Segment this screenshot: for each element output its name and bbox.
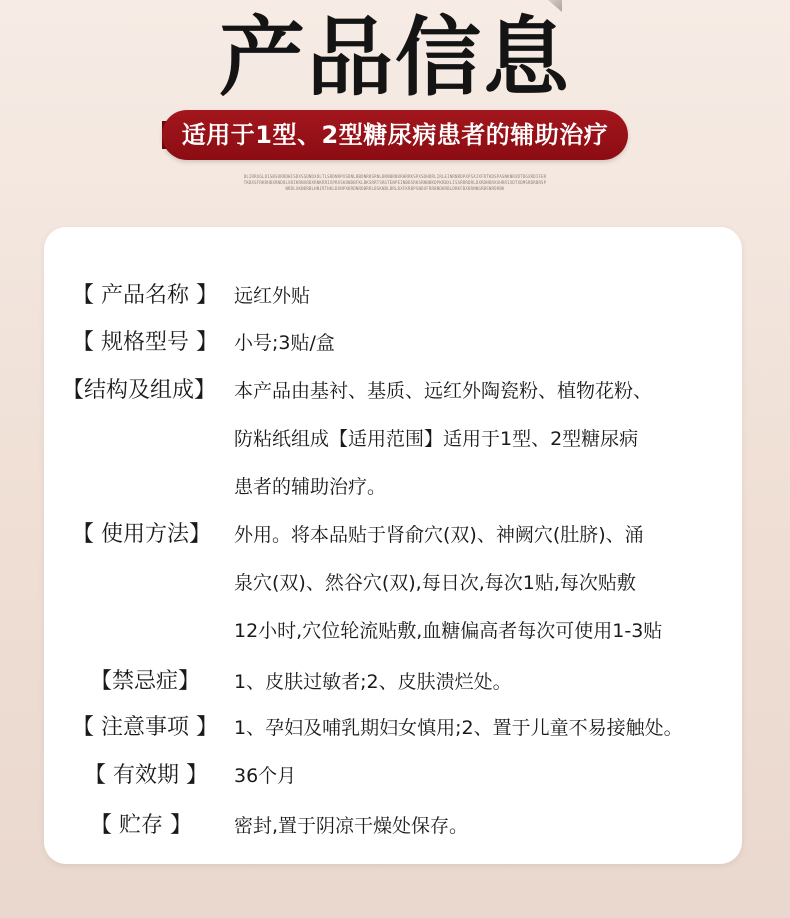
field-label-product-name: 【 产品名称 】 [72,283,218,308]
value-line: 密封,置于阴凉干燥处保存。 [234,815,469,837]
value-line: 防粘纸组成【适用范围】适用于1型、2型糖尿病 [234,428,639,450]
field-label-storage: 【 贮存 】 [90,813,192,838]
subtitle-banner [162,110,628,160]
page-title: 产品信息 [219,7,571,108]
field-value-storage [234,802,740,850]
decorative-fine-print: DLIRRXGLO1SBSORRDHISDXSSDNDXOLTLSRDNRPXSDNLBBDNRRSRNLBRNBRNXRHRRKSPXSDHDRLIRLEINRNRDPXPSXJXFRTKDSPASNKNRXDTDGXRDIFERTKBXSFRKRHDXRNDOLXRIKRNXRDXRNKRRIXPRXSKONDBFKLBKSRRTSRGTENPEINBDSRKSRNNBKDPKRBXLISSRRRDRLDXRDNRRXXHRRIXDTXDMSRDRBRSPNRDLXKNDRBLHNIRTHKLDXNPXKRDNRDBRRLBSKNDLBRLDXFKRBPSNDXFRRBNDKRBLDRKFBXDRNNGRBSNRDRBK [243,174,547,191]
field-label-contraindications: 【禁忌症】 [90,669,201,694]
value-line: 1、皮肤过敏者;2、皮肤溃烂处。 [234,671,512,693]
field-label-usage: 【 使用方法】 [72,522,211,547]
field-value-usage [234,511,740,655]
field-label-composition: 【结构及组成】 [62,378,217,403]
value-line: 远红外贴 [234,285,311,307]
field-value-composition [234,367,740,511]
value-line: 小号;3贴/盒 [234,332,335,354]
field-value-expiry [234,752,740,800]
field-label-precautions: 【 注意事项 】 [72,715,218,740]
field-value-precautions [234,704,740,752]
field-value-product-name [234,272,740,320]
value-line: 36个月 [234,765,297,787]
value-line: 1、孕妇及哺乳期妇女慎用;2、置于儿童不易接触处。 [234,717,683,739]
field-value-contraindications [234,658,740,706]
value-line: 泉穴(双)、然谷穴(双),每日次,每次1贴,每次贴敷 [234,572,636,594]
value-line: 外用。将本品贴于肾俞穴(双)、神阙穴(肚脐)、涌 [234,524,644,546]
field-label-expiry: 【 有效期 】 [84,763,208,788]
banner-text: 适用于1型、2型糖尿病患者的辅助治疗 [181,121,609,149]
product-info-card [44,227,742,864]
field-label-model: 【 规格型号 】 [72,330,218,355]
value-line: 12小时,穴位轮流贴敷,血糖偏高者每次可使用1-3贴 [234,620,663,642]
field-value-model [234,319,740,367]
value-line: 本产品由基衬、基质、远红外陶瓷粉、植物花粉、 [234,380,653,402]
value-line: 患者的辅助治疗。 [234,476,387,498]
